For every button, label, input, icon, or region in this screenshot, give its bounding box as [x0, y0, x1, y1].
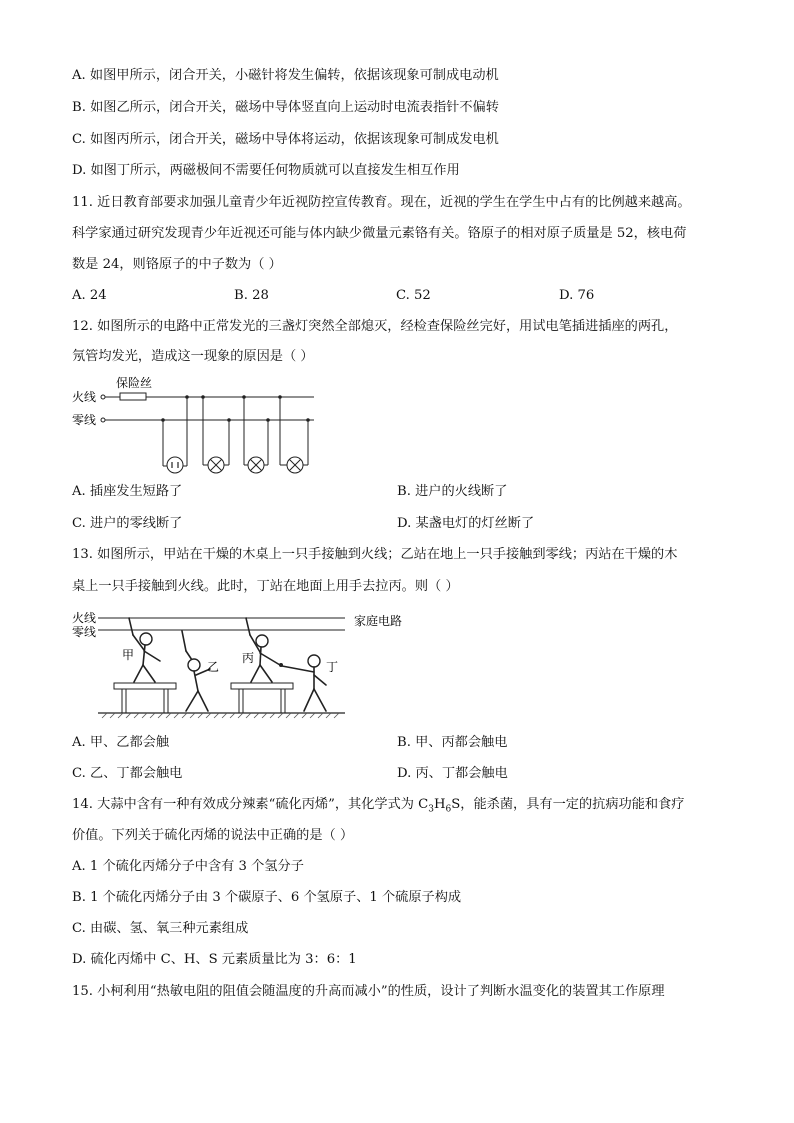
fuse-symbol: [120, 393, 146, 400]
socket-icon: [167, 457, 183, 473]
formula-subscript: 6: [445, 804, 452, 815]
q11-stem-line2: 科学家通过研究发现青少年近视还可能与体内缺少微量元素铬有关。铬原子的相对原子质量是 52，核电荷: [72, 226, 687, 241]
neutral-wire-label: 零线: [72, 625, 97, 639]
fuse-label: 保险丝: [116, 376, 153, 390]
q14-option-b: B. 1 个硫化丙烯分子由 3 个碳原子、6 个氢原子、1 个硫原子构成: [72, 890, 462, 905]
q15-stem-line1: 15. 小柯利用“热敏电阻的阻值会随温度的升高而减小”的性质，设计了判断水温变化的装置其工作原理: [72, 984, 665, 999]
q14-option-d: D. 硫化丙烯中 C、H、S 元素质量比为 3：6：1: [72, 952, 357, 967]
q13-option-a: A. 甲、乙都会触: [72, 735, 170, 750]
q13-option-b: B. 甲、丙都会触电: [397, 735, 508, 750]
lamp-icon: [287, 457, 303, 473]
q12-option-d: D. 某盏电灯的灯丝断了: [397, 516, 535, 531]
q13-electric-shock-diagram: [70, 605, 420, 720]
household-circuit-label: 家庭电路: [354, 614, 403, 628]
q10-option-d: D. 如图丁所示，两磁极间不需要任何物质就可以直接发生相互作用: [72, 163, 460, 178]
q12-circuit-diagram: [70, 374, 320, 476]
wooden-table: [114, 683, 176, 713]
q13-stem-line2: 桌上一只手接触到火线。此时，丁站在地面上用手去拉丙。则（ ）: [72, 579, 459, 594]
q10-option-b: B. 如图乙所示，闭合开关，磁场中导体竖直向上运动时电流表指针不偏转: [72, 100, 499, 115]
q11-option-a: A. 24: [72, 288, 107, 303]
q11-stem-line1: 11. 近日教育部要求加强儿童青少年近视防控宣传教育。现在，近视的学生在学生中占有的比例越来越高。: [72, 195, 691, 210]
formula-element: H: [433, 797, 446, 812]
q13-stem-line1: 13. 如图所示，甲站在干燥的木桌上一只手接触到火线；乙站在地上一只手接触到零线；丙站在干燥的木: [72, 547, 678, 562]
q12-option-b: B. 进户的火线断了: [397, 484, 508, 499]
lamp-icon: [248, 457, 264, 473]
formula-subscript: 3: [428, 804, 434, 815]
q14-option-c: C. 由碳、氢、氧三种元素组成: [72, 921, 249, 936]
lamp-icon: [208, 457, 224, 473]
q11-option-c: C. 52: [396, 288, 431, 303]
q14-stem-text: 14. 大蒜中含有一种有效成分辣素“硫化丙烯”，其化学式为 C: [72, 797, 429, 812]
q10-option-c: C. 如图丙所示，闭合开关，磁场中导体将运动，依据该现象可制成发电机: [72, 132, 499, 147]
q12-option-a: A. 插座发生短路了: [72, 484, 183, 499]
q14-stem-text: S，能杀菌，具有一定的抗病功能和食疗: [451, 797, 685, 812]
q14-option-a: A. 1 个硫化丙烯分子中含有 3 个氢分子: [72, 859, 304, 874]
q14-stem-line2: 价值。下列关于硫化丙烯的说法中正确的是（ ）: [72, 828, 354, 843]
q12-option-c: C. 进户的零线断了: [72, 516, 183, 531]
q11-stem-line3: 数是 24，则铬原子的中子数为（ ）: [72, 257, 282, 272]
q13-option-c: C. 乙、丁都会触电: [72, 766, 183, 781]
person-jia-label: 甲: [122, 648, 135, 662]
wooden-table: [231, 683, 293, 713]
q11-option-d: D. 76: [559, 288, 595, 303]
q10-option-a: A. 如图甲所示，闭合开关，小磁针将发生偏转，依据该现象可制成电动机: [72, 68, 499, 83]
q13-option-d: D. 丙、丁都会触电: [397, 766, 508, 781]
q12-stem-line1: 12. 如图所示的电路中正常发光的三盏灯突然全部熄灭，经检查保险丝完好，用试电笔插进插座的两孔，: [72, 319, 678, 334]
neutral-wire-label: 零线: [72, 413, 97, 427]
live-wire-label: 火线: [72, 390, 97, 404]
person-bing-label: 丙: [242, 651, 255, 665]
live-wire-label: 火线: [72, 611, 97, 625]
q14-stem-line1: [72, 796, 684, 814]
q12-stem-line2: 氖管均发光，造成这一现象的原因是（ ）: [72, 349, 314, 364]
person-yi: [182, 631, 210, 711]
person-ding-label: 丁: [326, 660, 339, 674]
person-yi-label: 乙: [207, 660, 220, 674]
q11-option-b: B. 28: [234, 288, 269, 303]
person-bing: [246, 618, 280, 682]
